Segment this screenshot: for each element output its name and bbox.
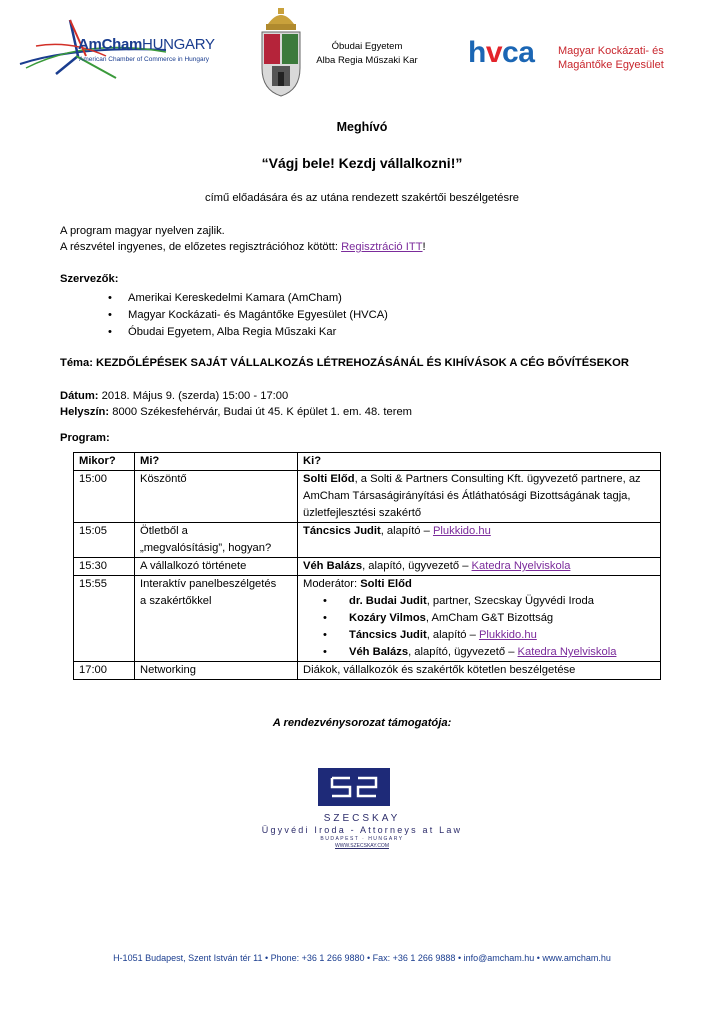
university-line2: Alba Regia Műszaki Kar	[316, 55, 418, 66]
organizers-list	[108, 290, 388, 341]
sponsor-name: SZECSKAY	[323, 813, 401, 824]
table-row: 15:00 Köszöntő Solti Előd, a Solti & Partners Consulting Kft. ügyvezető partnere, az AmCham Társaságirányítási és Átláthatósági Bizottságának tagja, üzletfejlesztési szakértő	[74, 471, 661, 523]
plukkido-link[interactable]: Plukkido.hu	[432, 525, 491, 537]
list-item: • Amerikai Kereskedelmi Kamara (AmCham)	[108, 290, 388, 307]
registration-link[interactable]: Regisztráció ITT	[341, 241, 423, 253]
sponsor-subtitle: Ügyvédi Iroda - Attorneys at Law	[261, 825, 463, 835]
event-title: “Vágj bele! Kezdj vállalkozni!”	[261, 155, 463, 171]
header-who: Ki?	[298, 453, 661, 471]
table-row: 17:00 Networking Diákok, vállalkozók és szakértők kötetlen beszélgetése	[74, 662, 661, 680]
hvca-logo: hvca	[468, 36, 535, 69]
footer-contact: H-1051 Budapest, Szent István tér 11 • Phone: +36 1 266 9880 • Fax: +36 1 266 9888 • info@amcham.hu • www.amcham.hu	[113, 953, 611, 963]
hvca-name: Magyar Kockázati- és Magántőke Egyesület	[558, 45, 664, 71]
panel-list	[303, 593, 655, 661]
sponsor-website-link[interactable]: WWW.SZECSKAY.COM	[335, 843, 389, 849]
list-item: • dr. Budai Judit, partner, Szecskay Ügyvédi Iroda	[321, 593, 655, 610]
date-line: Dátum: 2018. Május 9. (szerda) 15:00 - 17:00	[60, 390, 289, 402]
program-table	[73, 452, 661, 680]
university-crest-icon	[258, 6, 304, 98]
university-name	[312, 40, 422, 68]
sponsor-label: A rendezvénysorozat támogatója:	[272, 717, 452, 729]
topic-line: Téma: KEZDŐLÉPÉSEK SAJÁT VÁLLALKOZÁS LÉTREHOZÁSÁNÁL ÉS KIHÍVÁSOK A CÉG BŐVÍTÉSEKOR	[60, 357, 629, 369]
amcham-wordmark: AmChamHUNGARY	[78, 36, 215, 53]
registration-line: A részvétel ingyenes, de előzetes regisztrációhoz kötött: Regisztráció ITT!	[60, 241, 426, 253]
plukkido-link[interactable]: Plukkido.hu	[478, 629, 537, 641]
table-row: 15:05 Ötletből a „megvalósításig”, hogyan? Táncsics Judit, alapító – Plukkido.hu	[74, 523, 661, 558]
sponsor-city: BUDAPEST · HUNGARY	[320, 836, 404, 842]
organizers-label: Szervezők:	[60, 273, 119, 285]
katedra-link[interactable]: Katedra Nyelviskola	[471, 560, 571, 572]
szecskay-logo-icon	[318, 768, 390, 806]
katedra-link[interactable]: Katedra Nyelviskola	[517, 646, 617, 658]
list-item: • Véh Balázs, alapító, ügyvezető – Katedra Nyelviskola	[321, 644, 655, 661]
program-label: Program:	[60, 432, 110, 444]
table-row: 15:55 Interaktív panelbeszélgetés a szakértőkkel Moderátor: Solti Előd • dr. Budai Judit, partner, Szecskay Ügyvédi Iroda • Kozáry Vilmos, AmCham G&T Bizottság • Táncsics Judit, alapító – Plukkido.hu • Véh Balázs, alapító, ügyvezető – Katedra Nyelviskola	[74, 576, 661, 662]
list-item: • Táncsics Judit, alapító – Plukkido.hu	[321, 627, 655, 644]
list-item: • Kozáry Vilmos, AmCham G&T Bizottság	[321, 610, 655, 627]
event-subtitle: című előadására és az utána rendezett szakértői beszélgetésre	[204, 192, 520, 204]
table-header-row	[74, 453, 661, 471]
invitation-label: Meghívó	[336, 120, 388, 134]
header-when: Mikor?	[74, 453, 135, 471]
amcham-subtitle: American Chamber of Commerce in Hungary	[79, 56, 210, 63]
table-row: 15:30 A vállalkozó története Véh Balázs, alapító, ügyvezető – Katedra Nyelviskola	[74, 558, 661, 576]
language-line: A program magyar nyelven zajlik.	[60, 225, 225, 237]
header-what: Mi?	[135, 453, 298, 471]
university-line1: Óbudai Egyetem	[331, 41, 403, 52]
place-line: Helyszín: 8000 Székesfehérvár, Budai út 45. K épület 1. em. 48. terem	[60, 406, 412, 418]
list-item: • Óbudai Egyetem, Alba Regia Műszaki Kar	[108, 324, 388, 341]
list-item: • Magyar Kockázati- és Magántőke Egyesület (HVCA)	[108, 307, 388, 324]
